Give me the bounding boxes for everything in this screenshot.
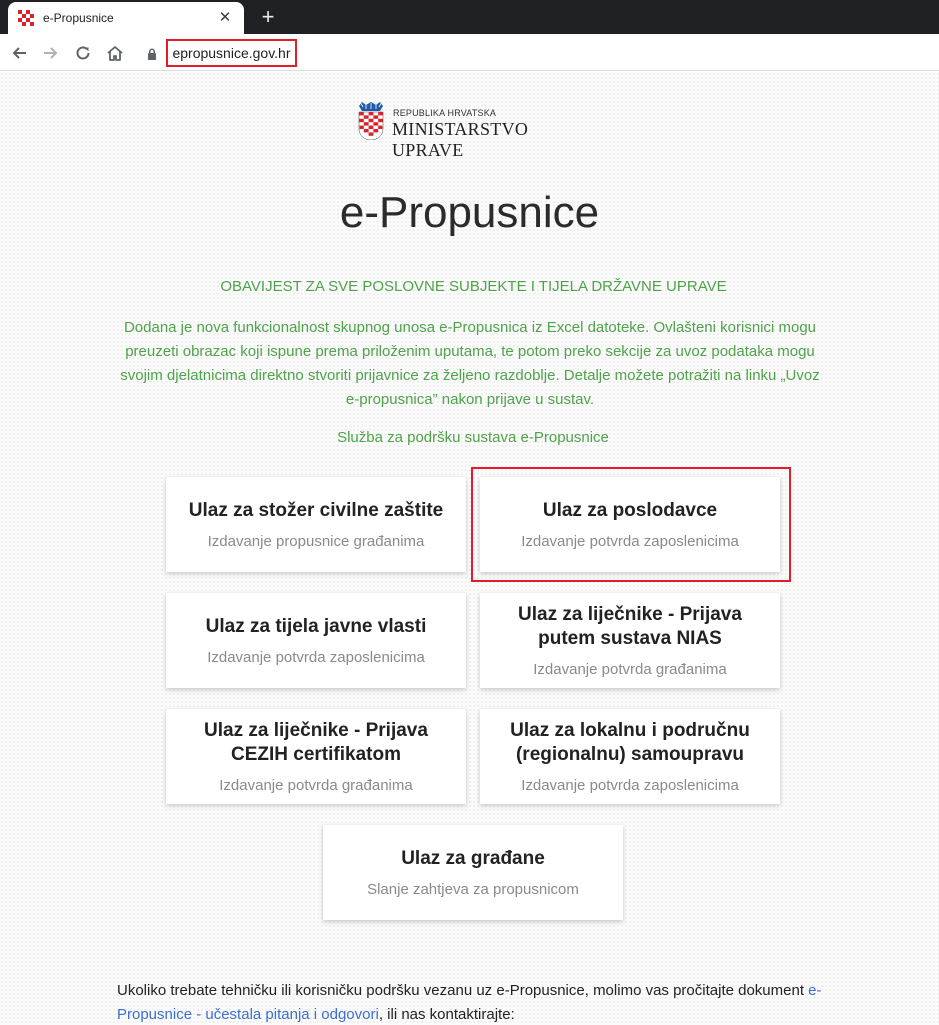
forward-arrow-icon[interactable] [38, 40, 64, 66]
card-title: Ulaz za građane [401, 848, 545, 869]
card-subtitle: Slanje zahtjeva za propusnicom [367, 881, 579, 898]
card-doctors-cezih[interactable] [166, 709, 466, 804]
card-public-authorities[interactable] [166, 593, 466, 688]
logo-ministry-text: MINISTARSTVO UPRAVE [392, 119, 529, 160]
card-title: Ulaz za stožer civilne zaštite [188, 500, 444, 521]
support-text-after: , ili nas kontaktirajte: [378, 1006, 515, 1023]
card-title: Ulaz za liječnike - Prijava putem sustava NIAS [518, 604, 742, 649]
support-text-before: Ukoliko trebate tehničku ili korisničku podršku vezanu uz e-Propusnice, molimo vas pročitajte dokument [117, 982, 809, 999]
coat-of-arms-icon [358, 102, 384, 140]
logo-country-text: REPUBLIKA HRVATSKA [393, 108, 497, 118]
card-employers[interactable] [480, 477, 780, 572]
card-subtitle: Izdavanje potvrda građanima [219, 777, 413, 794]
card-local-government[interactable] [480, 709, 780, 804]
card-subtitle: Izdavanje potvrda zaposlenicima [521, 777, 739, 794]
card-civil-protection[interactable] [166, 477, 466, 572]
tab-title: e-Propusnice [43, 11, 114, 25]
lock-icon [147, 47, 157, 59]
new-tab-button[interactable]: + [261, 4, 275, 29]
card-doctors-nias[interactable] [480, 593, 780, 688]
card-subtitle: Izdavanje potvrda građanima [533, 661, 727, 678]
url-text: epropusnice.gov.hr [172, 45, 291, 61]
back-arrow-icon[interactable] [6, 40, 32, 66]
card-subtitle: Izdavanje potvrda zaposlenicima [521, 533, 739, 550]
page-title: e-Propusnice [339, 188, 600, 237]
close-tab-icon[interactable]: ✕ [218, 9, 232, 26]
home-icon[interactable] [102, 40, 128, 66]
address-bar[interactable] [166, 39, 297, 67]
browser-tab[interactable] [8, 2, 244, 34]
card-subtitle: Izdavanje potvrda zaposlenicima [207, 649, 425, 666]
card-citizens[interactable] [323, 825, 623, 920]
card-title: Ulaz za poslodavce [542, 500, 718, 521]
notice-body: Dodana je nova funkcionalnost skupnog unosa e-Propusnica iz Excel datoteke. Ovlašteni korisnici mogu preuzeti obrazac koji ispune prema priloženim uputama, te potom preko sekcije za uvoz podataka mogu svojim djelatnicima direktno stvoriti prijavnice za željeno razdoblje. Detalje možete potražiti na linku „Uvoz e-propusnica” nakon prijave u sustav. [120, 319, 820, 408]
browser-toolbar [0, 34, 939, 71]
card-title: Ulaz za tijela javne vlasti [205, 616, 427, 637]
card-subtitle: Izdavanje propusnice građanima [207, 533, 425, 550]
croatian-checkerboard-icon [18, 10, 34, 26]
notice-heading: OBAVIJEST ZA SVE POSLOVNE SUBJEKTE I TIJELA DRŽAVNE UPRAVE [220, 278, 727, 295]
support-service-line: Služba za podršku sustava e-Propusnice [337, 429, 609, 446]
ministry-logo[interactable] [358, 102, 598, 160]
card-title: Ulaz za lokalnu i područnu (regionalnu) samoupravu [510, 720, 750, 765]
browser-tab-strip [0, 0, 939, 34]
support-info-text [117, 979, 837, 1025]
reload-icon[interactable] [70, 40, 96, 66]
card-title: Ulaz za liječnike - Prijava CEZIH certifikatom [204, 720, 428, 765]
faq-link[interactable]: e-Propusnice - učestala pitanja i odgovori [117, 982, 822, 1023]
